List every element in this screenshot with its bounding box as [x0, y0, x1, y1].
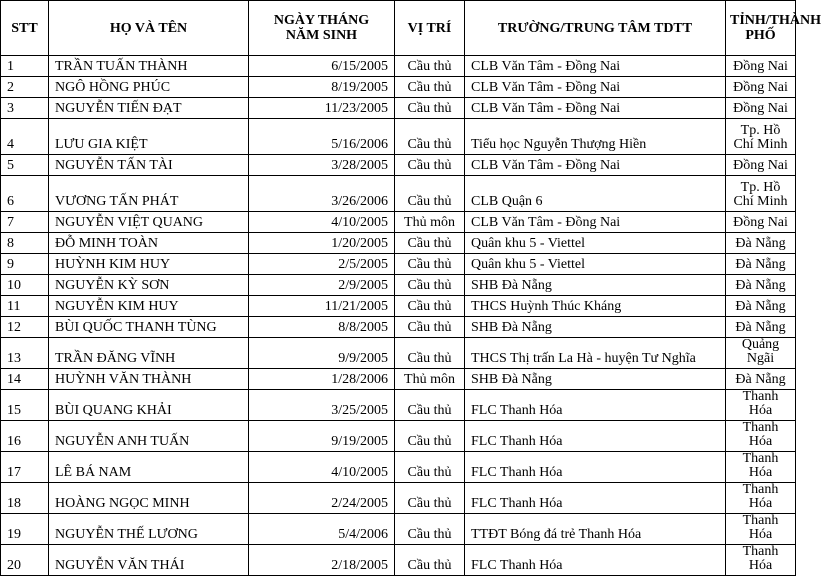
cell-stt: 3	[1, 98, 49, 119]
cell-position: Cầu thủ	[395, 77, 465, 98]
cell-dob: 3/25/2005	[249, 390, 395, 421]
cell-dob: 11/21/2005	[249, 296, 395, 317]
table-row	[1, 275, 796, 296]
table-row	[1, 119, 796, 155]
cell-city: Đà Nẵng	[726, 317, 796, 338]
cell-city: Quảng Ngãi	[726, 338, 796, 369]
cell-stt: 2	[1, 77, 49, 98]
cell-city: Đà Nẵng	[726, 296, 796, 317]
cell-dob: 11/23/2005	[249, 98, 395, 119]
cell-name: TRẦN TUẤN THÀNH	[49, 56, 249, 77]
cell-club: FLC Thanh Hóa	[465, 483, 726, 514]
cell-name: NGUYỄN THẾ LƯƠNG	[49, 514, 249, 545]
cell-name: BÙI QUỐC THANH TÙNG	[49, 317, 249, 338]
cell-name: NGUYỄN KIM HUY	[49, 296, 249, 317]
cell-position: Cầu thủ	[395, 483, 465, 514]
cell-club: TTĐT Bóng đá trẻ Thanh Hóa	[465, 514, 726, 545]
cell-city: Đồng Nai	[726, 98, 796, 119]
cell-position: Cầu thủ	[395, 56, 465, 77]
cell-position: Cầu thủ	[395, 155, 465, 176]
cell-city: Đồng Nai	[726, 155, 796, 176]
cell-name: NGUYỄN VĂN THÁI	[49, 545, 249, 576]
cell-name: NGUYỄN TIẾN ĐẠT	[49, 98, 249, 119]
table-row	[1, 296, 796, 317]
cell-stt: 15	[1, 390, 49, 421]
cell-city: Thanh Hóa	[726, 421, 796, 452]
table-row	[1, 254, 796, 275]
cell-stt: 19	[1, 514, 49, 545]
cell-dob: 1/28/2006	[249, 369, 395, 390]
cell-dob: 5/4/2006	[249, 514, 395, 545]
table-row	[1, 98, 796, 119]
cell-position: Cầu thủ	[395, 233, 465, 254]
cell-stt: 7	[1, 212, 49, 233]
cell-dob: 8/8/2005	[249, 317, 395, 338]
cell-dob: 3/26/2006	[249, 176, 395, 212]
cell-city: Tp. Hồ Chí Minh	[726, 176, 796, 212]
cell-dob: 2/18/2005	[249, 545, 395, 576]
cell-club: CLB Văn Tâm - Đồng Nai	[465, 212, 726, 233]
cell-city: Thanh Hóa	[726, 483, 796, 514]
cell-club: FLC Thanh Hóa	[465, 452, 726, 483]
header-dob: NGÀY THÁNG NĂM SINH	[249, 1, 395, 56]
table-row	[1, 452, 796, 483]
cell-position: Thủ môn	[395, 369, 465, 390]
cell-stt: 12	[1, 317, 49, 338]
cell-stt: 20	[1, 545, 49, 576]
table-row	[1, 155, 796, 176]
cell-stt: 4	[1, 119, 49, 155]
table-row	[1, 369, 796, 390]
cell-position: Cầu thủ	[395, 296, 465, 317]
cell-position: Cầu thủ	[395, 119, 465, 155]
table-row	[1, 56, 796, 77]
cell-club: THCS Huỳnh Thúc Kháng	[465, 296, 726, 317]
cell-club: SHB Đà Nẵng	[465, 317, 726, 338]
cell-city: Thanh Hóa	[726, 452, 796, 483]
table-row	[1, 317, 796, 338]
cell-club: Quân khu 5 - Viettel	[465, 233, 726, 254]
cell-position: Cầu thủ	[395, 176, 465, 212]
header-club: TRƯỜNG/TRUNG TÂM TDTT	[465, 1, 726, 56]
cell-city: Đà Nẵng	[726, 275, 796, 296]
cell-name: HUỲNH VĂN THÀNH	[49, 369, 249, 390]
cell-club: Tiểu học Nguyễn Thượng Hiền	[465, 119, 726, 155]
cell-name: NGUYỄN ANH TUẤN	[49, 421, 249, 452]
header-row	[1, 1, 796, 56]
cell-name: NGUYỄN KỲ SƠN	[49, 275, 249, 296]
header-position: VỊ TRÍ	[395, 1, 465, 56]
table-row	[1, 77, 796, 98]
cell-city: Đà Nẵng	[726, 233, 796, 254]
cell-club: CLB Quận 6	[465, 176, 726, 212]
cell-club: SHB Đà Nẵng	[465, 275, 726, 296]
cell-position: Cầu thủ	[395, 514, 465, 545]
cell-position: Cầu thủ	[395, 452, 465, 483]
cell-name: HOÀNG NGỌC MINH	[49, 483, 249, 514]
cell-dob: 9/19/2005	[249, 421, 395, 452]
cell-dob: 2/5/2005	[249, 254, 395, 275]
header-city: TỈNH/THÀNH PHỐ	[726, 1, 796, 56]
table-row	[1, 514, 796, 545]
cell-position: Cầu thủ	[395, 338, 465, 369]
cell-club: Quân khu 5 - Viettel	[465, 254, 726, 275]
cell-stt: 6	[1, 176, 49, 212]
cell-position: Cầu thủ	[395, 317, 465, 338]
cell-stt: 1	[1, 56, 49, 77]
cell-name: NGUYỄN TẤN TÀI	[49, 155, 249, 176]
cell-stt: 14	[1, 369, 49, 390]
cell-city: Đà Nẵng	[726, 369, 796, 390]
cell-position: Cầu thủ	[395, 421, 465, 452]
cell-club: FLC Thanh Hóa	[465, 421, 726, 452]
cell-club: SHB Đà Nẵng	[465, 369, 726, 390]
header-stt: STT	[1, 1, 49, 56]
cell-club: THCS Thị trấn La Hà - huyện Tư Nghĩa	[465, 338, 726, 369]
cell-city: Tp. Hồ Chí Minh	[726, 119, 796, 155]
cell-position: Cầu thủ	[395, 275, 465, 296]
cell-dob: 4/10/2005	[249, 212, 395, 233]
table-row	[1, 545, 796, 576]
cell-position: Cầu thủ	[395, 545, 465, 576]
cell-dob: 2/9/2005	[249, 275, 395, 296]
cell-dob: 3/28/2005	[249, 155, 395, 176]
cell-name: HUỲNH KIM HUY	[49, 254, 249, 275]
cell-dob: 1/20/2005	[249, 233, 395, 254]
cell-dob: 9/9/2005	[249, 338, 395, 369]
cell-club: CLB Văn Tâm - Đồng Nai	[465, 155, 726, 176]
cell-position: Cầu thủ	[395, 98, 465, 119]
cell-stt: 11	[1, 296, 49, 317]
cell-city: Đồng Nai	[726, 77, 796, 98]
cell-name: ĐỖ MINH TOÀN	[49, 233, 249, 254]
cell-dob: 8/19/2005	[249, 77, 395, 98]
cell-name: BÙI QUANG KHẢI	[49, 390, 249, 421]
cell-stt: 10	[1, 275, 49, 296]
cell-name: VƯƠNG TẤN PHÁT	[49, 176, 249, 212]
cell-dob: 6/15/2005	[249, 56, 395, 77]
cell-name: TRẦN ĐĂNG VĨNH	[49, 338, 249, 369]
table-row	[1, 233, 796, 254]
cell-dob: 5/16/2006	[249, 119, 395, 155]
cell-stt: 18	[1, 483, 49, 514]
cell-stt: 5	[1, 155, 49, 176]
cell-name: NGÔ HỒNG PHÚC	[49, 77, 249, 98]
cell-club: CLB Văn Tâm - Đồng Nai	[465, 56, 726, 77]
cell-club: CLB Văn Tâm - Đồng Nai	[465, 77, 726, 98]
cell-city: Đà Nẵng	[726, 254, 796, 275]
cell-club: FLC Thanh Hóa	[465, 390, 726, 421]
cell-stt: 9	[1, 254, 49, 275]
cell-club: CLB Văn Tâm - Đồng Nai	[465, 98, 726, 119]
cell-city: Thanh Hóa	[726, 545, 796, 576]
table-row	[1, 483, 796, 514]
cell-dob: 4/10/2005	[249, 452, 395, 483]
cell-city: Thanh Hóa	[726, 390, 796, 421]
cell-dob: 2/24/2005	[249, 483, 395, 514]
cell-position: Thủ môn	[395, 212, 465, 233]
cell-stt: 8	[1, 233, 49, 254]
cell-city: Đồng Nai	[726, 212, 796, 233]
cell-name: LƯU GIA KIỆT	[49, 119, 249, 155]
cell-position: Cầu thủ	[395, 254, 465, 275]
table-row	[1, 176, 796, 212]
header-name: HỌ VÀ TÊN	[49, 1, 249, 56]
table-row	[1, 390, 796, 421]
cell-stt: 17	[1, 452, 49, 483]
cell-club: FLC Thanh Hóa	[465, 545, 726, 576]
table-row	[1, 212, 796, 233]
cell-stt: 13	[1, 338, 49, 369]
cell-stt: 16	[1, 421, 49, 452]
cell-position: Cầu thủ	[395, 390, 465, 421]
cell-city: Thanh Hóa	[726, 514, 796, 545]
table-row	[1, 338, 796, 369]
table-row	[1, 421, 796, 452]
cell-name: LÊ BÁ NAM	[49, 452, 249, 483]
cell-city: Đồng Nai	[726, 56, 796, 77]
cell-name: NGUYỄN VIỆT QUANG	[49, 212, 249, 233]
